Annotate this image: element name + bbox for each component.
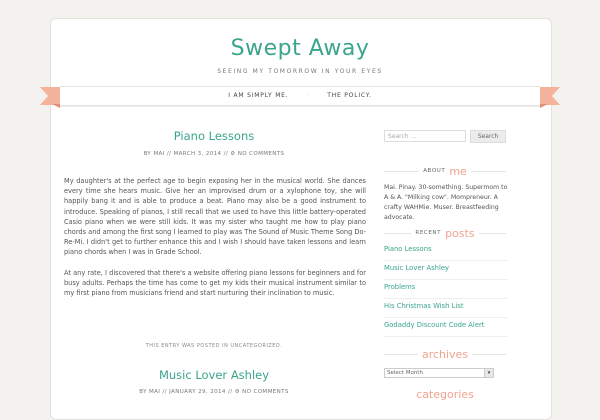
search-input[interactable]: Search ... (384, 130, 466, 142)
site-tagline: SEEING MY TOMORROW IN YOUR EYES (217, 68, 383, 75)
recent-post-link[interactable]: Problems (384, 280, 508, 299)
search-button[interactable]: Search (470, 130, 506, 143)
post-meta: BY MAI // MARCH 3, 2014 // ⚙ NO COMMENTS (143, 151, 285, 157)
recent-heading-big: posts (445, 226, 475, 240)
ribbon-right-tail (540, 87, 560, 105)
about-heading-big: me (449, 164, 467, 178)
nav-item-about[interactable]: I AM SIMPLY ME. (228, 91, 289, 99)
about-heading-small: ABOUT (423, 168, 446, 174)
nav-separator: · (306, 91, 310, 99)
divider (471, 171, 506, 172)
site-title[interactable]: Swept Away (230, 36, 370, 61)
main-nav (60, 86, 540, 104)
ribbon-left-tail (40, 87, 60, 105)
recent-post-link[interactable]: Piano Lessons (384, 242, 508, 261)
nav-item-policy[interactable]: THE POLICY. (327, 91, 372, 99)
post-title[interactable]: Music Lover Ashley (158, 368, 270, 382)
about-text: Mai. Pinay. 30-something. Supermom to A & A. "Milking cow". Mompreneur. A crafty WAHMie. Muser. Breastfeeding advocate. (384, 184, 508, 221)
archives-widget-heading (384, 349, 506, 359)
divider (384, 171, 419, 172)
recent-widget-heading (384, 228, 506, 238)
about-widget-heading (384, 166, 506, 176)
divider (479, 233, 506, 234)
post-meta: BY MAI // JANUARY 29, 2014 // ⚙ NO COMMENTS (139, 389, 289, 395)
recent-post-link[interactable]: His Christmas Wish List (384, 299, 508, 318)
ribbon-left-fold (52, 104, 60, 108)
divider (384, 233, 411, 234)
chevron-down-icon[interactable]: ▾ (484, 369, 493, 377)
recent-posts-list (384, 242, 508, 337)
categories-heading: categories (416, 388, 474, 401)
post-paragraph: At any rate, I discovered that there's a website offering piano lessons for beginners and for busy adults. Perhaps the time has come to get my kids their musical instrument similar to my first piano from musicians friend and start nurturing their inclination to music. (64, 268, 366, 298)
ribbon-right-fold (540, 104, 548, 108)
archives-select-value: Select Month (387, 370, 423, 376)
recent-post-link[interactable]: Music Lover Ashley (384, 261, 508, 280)
archives-select[interactable] (384, 368, 494, 378)
divider (472, 354, 506, 355)
recent-heading-small: RECENT (415, 230, 442, 236)
divider (384, 354, 418, 355)
post-title[interactable]: Piano Lessons (173, 129, 255, 143)
post-paragraph: My daughter's at the perfect age to begin exposing her in the musical world. She dances every time she hears music. Give her an improvised drum or a xylophone toy, she will happily bang it and is able to produce a beat. Piano may also be a good instrument to introduce. Speaking of pianos, I still recall that we used to have this little battery-operated Casio piano when we were still kids. It was my sister who taught me how to play piano chords and among the first song I learned to play was The Sound of Music Theme Song Do-Re-Mi. I didn't get to further enhance this and I wish I should have taken lessons and learn piano chords when I was in Grade School. (64, 177, 366, 257)
archives-heading: archives (421, 347, 469, 361)
post-category-note: THIS ENTRY WAS POSTED IN UNCATEGORIZED. (145, 343, 283, 349)
post-body (64, 176, 366, 308)
recent-post-link[interactable]: Godaddy Discount Code Alert (384, 318, 508, 337)
